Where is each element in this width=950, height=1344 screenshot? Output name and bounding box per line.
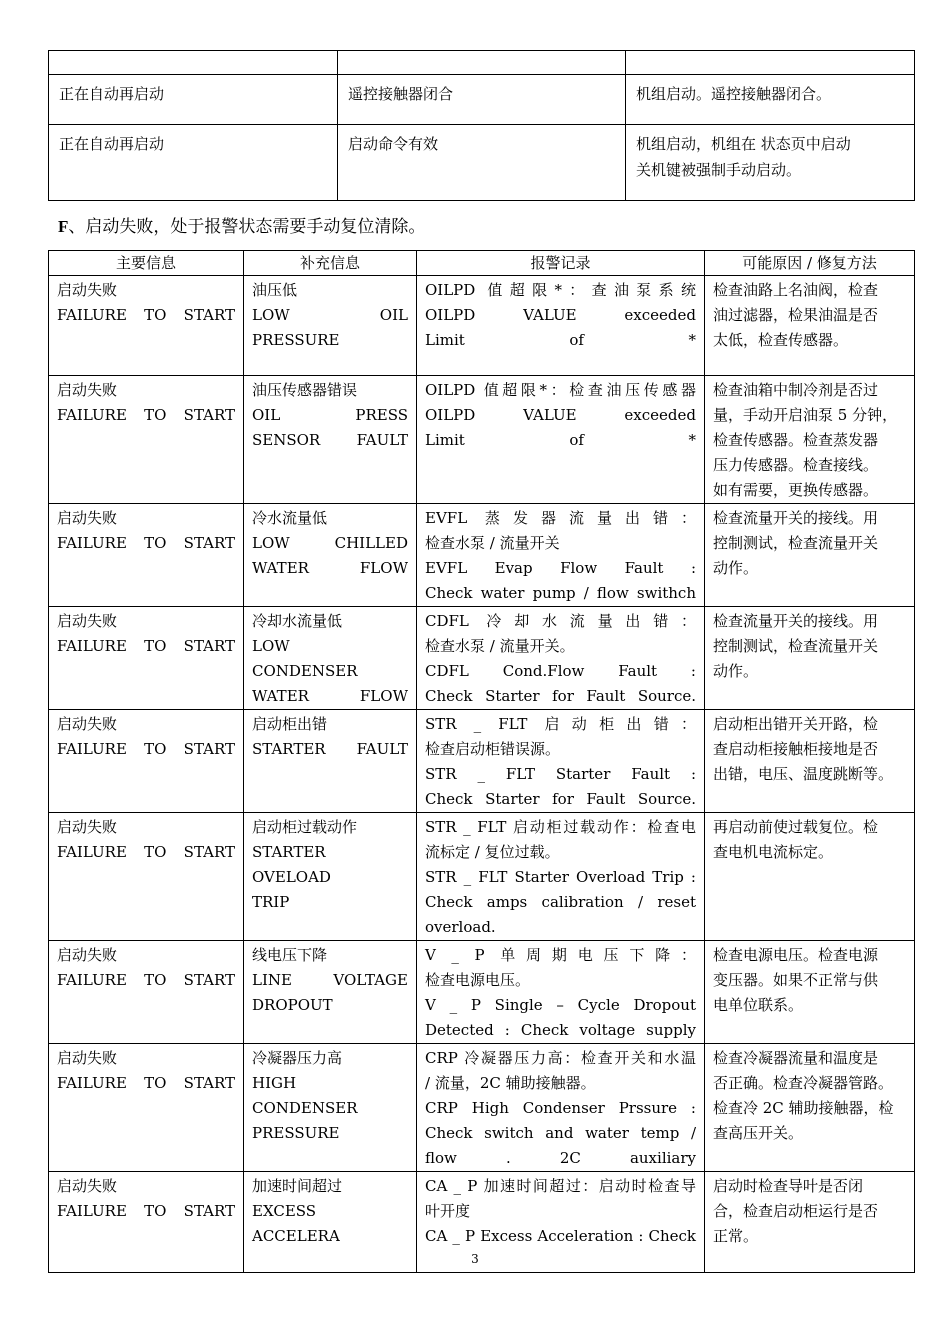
cause-fix-line: 油过滤器，检果油温是否 — [713, 306, 879, 324]
cause-fix-line: 检查冷凝器流量和温度是 — [713, 1049, 879, 1067]
alarm-record-line: Check Starter for Fault Source. — [425, 790, 696, 808]
section-heading — [58, 215, 425, 239]
supplementary-line: WATER FLOW — [252, 559, 408, 577]
main-info-cell — [49, 276, 244, 376]
alarm-record-line: STR _ FLT 启动柜出错： — [425, 715, 696, 733]
alarm-record-line: CDFL Cond.Flow Fault : — [425, 662, 696, 680]
main-info-cell — [49, 710, 244, 813]
supplementary-cell — [244, 813, 417, 941]
supplementary-cell — [244, 376, 417, 504]
alarm-record-line: 叶开度 — [425, 1202, 471, 1220]
cause-fix-line: 检查流量开关的接线。用 — [713, 612, 879, 630]
description-cell — [626, 51, 915, 75]
supplementary-line: PRESSURE — [252, 331, 340, 349]
alarm-record-line: Check switch and water temp / — [425, 1124, 696, 1142]
main-info-cell — [49, 376, 244, 504]
header-main-info: 主要信息 — [49, 251, 244, 276]
cause-fix-line: 检查传感器。检查蒸发器 — [713, 431, 879, 449]
main-info-line: FAILURE TO START — [57, 406, 235, 424]
supplementary-line: CONDENSER — [252, 1099, 358, 1117]
alarm-record-line: OILPD VALUE exceeded — [425, 306, 696, 324]
main-info-line: 启动失败 — [57, 1049, 118, 1067]
cause-fix-line: 检查电源电压。检查电源 — [713, 946, 879, 964]
description-line: 机组启动，机组在 状态页中启动 — [636, 135, 851, 153]
alarm-record-line: V _ P Single – Cycle Dropout — [425, 996, 696, 1014]
cause-fix-line: 动作。 — [713, 662, 759, 680]
table-header-row — [49, 251, 915, 276]
alarm-record-cell — [417, 504, 705, 607]
header-supplementary-info: 补充信息 — [244, 251, 417, 276]
alarm-record-line: Limit of * — [425, 331, 696, 349]
supplementary-line: STARTER — [252, 843, 326, 861]
supplementary-cell — [244, 941, 417, 1044]
supplementary-line: TRIP — [252, 893, 290, 911]
supplementary-line: LOW — [252, 637, 290, 655]
alarm-record-line: Check water pump / flow swithch — [425, 584, 696, 602]
main-info-line: 启动失败 — [57, 509, 118, 527]
supplementary-line: LOW CHILLED — [252, 534, 408, 552]
alarm-record-line: flow . 2C auxiliary — [425, 1149, 696, 1167]
supplementary-cell — [244, 504, 417, 607]
main-info-cell — [49, 941, 244, 1044]
main-info-line: 启动失败 — [57, 1177, 118, 1195]
supplementary-line: LINE VOLTAGE — [252, 971, 408, 989]
cause-fix-cell — [705, 504, 915, 607]
supplementary-line: STARTER FAULT — [252, 740, 408, 758]
table-row — [49, 813, 915, 941]
alarm-record-line: EVFL Evap Flow Fault : — [425, 559, 696, 577]
continuation-table — [48, 50, 915, 201]
cause-fix-line: 控制测试，检查流量开关 — [713, 534, 879, 552]
main-info-cell — [49, 607, 244, 710]
alarm-record-line: STR _ FLT 启动柜过载动作：检查电 — [425, 818, 696, 836]
cause-fix-line: 压力传感器。检查接线。 — [713, 456, 879, 474]
cause-fix-line: 电单位联系。 — [713, 996, 804, 1014]
cause-fix-cell — [705, 376, 915, 504]
alarm-record-line: CDFL 冷却水流量出错： — [425, 612, 696, 630]
main-info-line: 启动失败 — [57, 946, 118, 964]
alarm-record-line: V _ P 单周期电压下降： — [425, 946, 696, 964]
cause-fix-line: 否正确。检查冷凝器管路。 — [713, 1074, 894, 1092]
cause-fix-line: 动作。 — [713, 559, 759, 577]
alarm-record-cell — [417, 941, 705, 1044]
alarm-record-line: / 流量，2C 辅助接触器。 — [425, 1074, 596, 1092]
alarm-record-cell — [417, 1044, 705, 1172]
status-cell — [49, 51, 338, 75]
table-row — [49, 504, 915, 607]
table-row — [49, 51, 915, 75]
alarm-record-line: CA _ P Excess Acceleration : Check — [425, 1227, 696, 1245]
main-info-line: 启动失败 — [57, 818, 118, 836]
supplementary-line: ACCELERA — [252, 1227, 340, 1245]
cause-fix-line: 再启动前使过载复位。检 — [713, 818, 879, 836]
supplementary-cell — [244, 1044, 417, 1172]
supplementary-line: WATER FLOW — [252, 687, 408, 705]
cause-fix-line: 查高压开关。 — [713, 1124, 804, 1142]
alarm-record-cell — [417, 376, 705, 504]
supplementary-line: 启动柜过载动作 — [252, 818, 358, 836]
cause-fix-cell — [705, 813, 915, 941]
status-cell: 正在自动再启动 — [49, 75, 338, 125]
supplementary-cell — [244, 710, 417, 813]
alarm-record-line: EVFL 蒸发器流量出错： — [425, 509, 696, 527]
main-info-line: FAILURE TO START — [57, 740, 235, 758]
table-row — [49, 710, 915, 813]
main-info-line: FAILURE TO START — [57, 306, 235, 324]
alarm-record-line: STR _ FLT Starter Overload Trip : — [425, 868, 696, 886]
main-info-line: FAILURE TO START — [57, 534, 235, 552]
main-info-line: 启动失败 — [57, 612, 118, 630]
main-info-line: FAILURE TO START — [57, 971, 235, 989]
main-info-line: FAILURE TO START — [57, 1202, 235, 1220]
alarm-record-cell — [417, 710, 705, 813]
supplementary-line: PRESSURE — [252, 1124, 340, 1142]
cause-fix-line: 检查油箱中制冷剂是否过 — [713, 381, 879, 399]
cause-fix-line: 正常。 — [713, 1227, 759, 1245]
alarm-record-line: Check Starter for Fault Source. — [425, 687, 696, 705]
cause-fix-line: 检查流量开关的接线。用 — [713, 509, 879, 527]
description-cell — [626, 75, 915, 125]
alarm-record-cell — [417, 276, 705, 376]
supplementary-line: 油压传感器错误 — [252, 381, 358, 399]
table-row — [49, 125, 915, 201]
supplementary-line: SENSOR FAULT — [252, 431, 408, 449]
supplementary-cell — [244, 276, 417, 376]
supplementary-cell — [244, 607, 417, 710]
alarm-record-line: Check amps calibration / reset — [425, 893, 696, 911]
alarm-record-line: CRP 冷凝器压力高：检查开关和水温 — [425, 1049, 696, 1067]
alarm-record-line: 流标定 / 复位过载。 — [425, 843, 560, 861]
supplementary-line: EXCESS — [252, 1202, 317, 1220]
supplementary-line: 冷却水流量低 — [252, 612, 343, 630]
condition-cell — [338, 51, 626, 75]
supplementary-line: 油压低 — [252, 281, 298, 299]
condition-cell: 启动命令有效 — [338, 125, 626, 201]
supplementary-line: LOW OIL — [252, 306, 408, 324]
fault-table — [48, 250, 915, 1273]
supplementary-line: 线电压下降 — [252, 946, 328, 964]
supplementary-line: 加速时间超过 — [252, 1177, 343, 1195]
description-line: 关机键被强制手动启动。 — [636, 161, 802, 179]
table-row — [49, 941, 915, 1044]
cause-fix-line: 控制测试，检查流量开关 — [713, 637, 879, 655]
main-info-cell — [49, 813, 244, 941]
alarm-record-cell — [417, 607, 705, 710]
cause-fix-line: 启动时检查导叶是否闭 — [713, 1177, 864, 1195]
cause-fix-line: 查电机电流标定。 — [713, 843, 834, 861]
table-row — [49, 607, 915, 710]
cause-fix-line: 出错，电压、温度跳断等。 — [713, 765, 894, 783]
description-cell — [626, 125, 915, 201]
alarm-record-line: OILPD 值超限*：查油泵系统 — [425, 281, 696, 299]
table-row — [49, 1044, 915, 1172]
alarm-record-line: 检查水泵 / 流量开关。 — [425, 637, 575, 655]
main-info-line: FAILURE TO START — [57, 843, 235, 861]
alarm-record-line: CRP High Condenser Prssure : — [425, 1099, 696, 1117]
table-row — [49, 276, 915, 376]
cause-fix-line: 检查油路上名油阀，检查 — [713, 281, 879, 299]
alarm-record-line: OILPD 值超限*：检查油压传感器 — [425, 381, 696, 399]
table-row — [49, 376, 915, 504]
main-info-line: FAILURE TO START — [57, 1074, 235, 1092]
alarm-record-cell — [417, 813, 705, 941]
supplementary-line: CONDENSER — [252, 662, 358, 680]
cause-fix-line: 太低，检查传感器。 — [713, 331, 849, 349]
table-row — [49, 75, 915, 125]
cause-fix-cell — [705, 607, 915, 710]
cause-fix-cell — [705, 710, 915, 813]
supplementary-line: 启动柜出错 — [252, 715, 328, 733]
section-letter: F — [58, 217, 69, 236]
description-line: 机组启动。遥控接触器闭合。 — [636, 85, 832, 103]
status-cell: 正在自动再启动 — [49, 125, 338, 201]
supplementary-line: HIGH — [252, 1074, 297, 1092]
alarm-record-line: 检查启动柜错误源。 — [425, 740, 561, 758]
main-info-cell — [49, 1044, 244, 1172]
condition-cell: 遥控接触器闭合 — [338, 75, 626, 125]
alarm-record-line: Limit of * — [425, 431, 696, 449]
alarm-record-line: STR _ FLT Starter Fault : — [425, 765, 696, 783]
cause-fix-cell — [705, 941, 915, 1044]
main-info-line: 启动失败 — [57, 281, 118, 299]
cause-fix-line: 如有需要，更换传感器。 — [713, 481, 879, 499]
alarm-record-line: 检查水泵 / 流量开关 — [425, 534, 560, 552]
main-info-line: 启动失败 — [57, 381, 118, 399]
cause-fix-line: 查启动柜接触柜接地是否 — [713, 740, 879, 758]
main-info-line: 启动失败 — [57, 715, 118, 733]
supplementary-line: DROPOUT — [252, 996, 333, 1014]
alarm-record-line: overload. — [425, 918, 496, 936]
cause-fix-line: 量，手动开启油泵 5 分钟， — [713, 406, 898, 424]
main-info-cell — [49, 504, 244, 607]
header-cause-fix: 可能原因 / 修复方法 — [705, 251, 915, 276]
supplementary-line: 冷水流量低 — [252, 509, 328, 527]
header-alarm-record: 报警记录 — [417, 251, 705, 276]
supplementary-line: OIL PRESS — [252, 406, 408, 424]
main-info-line: FAILURE TO START — [57, 637, 235, 655]
supplementary-line: 冷凝器压力高 — [252, 1049, 343, 1067]
supplementary-line: OVELOAD — [252, 868, 331, 886]
alarm-record-line: Detected : Check voltage supply — [425, 1021, 696, 1039]
cause-fix-line: 检查冷 2C 辅助接触器，检 — [713, 1099, 894, 1117]
cause-fix-line: 变压器。如果不正常与供 — [713, 971, 879, 989]
cause-fix-line: 启动柜出错开关开路，检 — [713, 715, 879, 733]
cause-fix-line: 合，检查启动柜运行是否 — [713, 1202, 879, 1220]
cause-fix-cell — [705, 276, 915, 376]
cause-fix-cell — [705, 1044, 915, 1172]
alarm-record-line: CA _ P 加速时间超过：启动时检查导 — [425, 1177, 696, 1195]
section-title: 、启动失败，处于报警状态需要手动复位清除。 — [68, 217, 426, 237]
alarm-record-line: 检查电源电压。 — [425, 971, 531, 989]
page-number: 3 — [471, 1252, 479, 1266]
alarm-record-line: OILPD VALUE exceeded — [425, 406, 696, 424]
